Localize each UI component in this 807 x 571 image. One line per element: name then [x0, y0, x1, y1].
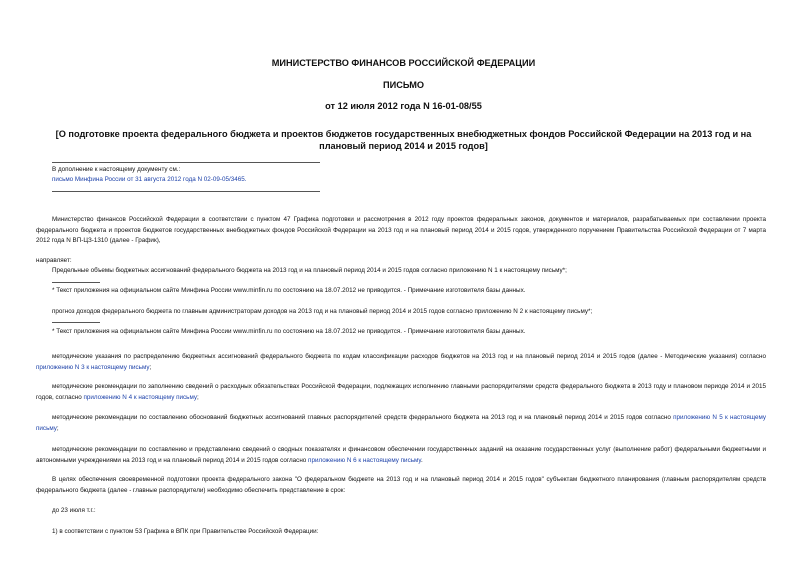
point-1: 1) в соответствии с пунктом 53 Графика в ВПК при Правительстве Российской Федерации: [52, 528, 319, 535]
item-1: Предельные объемы бюджетных ассигнований федерального бюджета на 2013 год и на плановый период 2014 и 2015 годов согласно приложению N 1 к настоящему письму*; [52, 267, 567, 274]
directs-label: направляет: [36, 257, 72, 264]
item-5-link[interactable]: приложению N 5 к настоящему письму [36, 414, 766, 432]
note-link[interactable]: письмо Минфина России от 31 августа 2012 года N 02-09-05/3465. [52, 176, 247, 183]
intro-paragraph: Министерство финансов Российской Федерации в соответствии с пунктом 47 Графика подготовки и рассмотрения в 2012 году проектов федеральных законов, документов и материалов, разрабатываемых при составлении проекта федерального бюджета и проектов бюджетов государственных внебюджетных фондов Российской Федерации на 2013 год и на плановый период 2014 и 2015 годов, утвержденного поручением Правительства Российской Федерации от 7 марта 2012 года N ВП-ЦЗ-1310 (далее - График), [36, 216, 766, 244]
item-5 [36, 413, 766, 434]
document-subject: [О подготовке проекта федерального бюджета и проектов бюджетов государственных внебюджетных фондов Российской Федерации на 2013 год и на плановый период 2014 и 2015 годов] [55, 129, 752, 151]
note-intro: В дополнение к настоящему документу см.: [52, 166, 181, 173]
ministry-heading: МИНИСТЕРСТВО ФИНАНСОВ РОССИЙСКОЙ ФЕДЕРАЦИИ [271, 58, 536, 68]
item-5-text: методические рекомендации по составлению обоснований бюджетных ассигнований главных распорядителей средств федерального бюджета на 2013 год и на плановый период 2014 и 2015 годов согласно [52, 414, 674, 421]
doc-type-heading: ПИСЬМО [382, 80, 425, 90]
item-3 [36, 352, 766, 373]
footnote-1-divider [52, 282, 100, 283]
item-5-end: ; [56, 424, 59, 432]
footnote-2-divider [52, 322, 100, 323]
item-4-end: ; [197, 393, 199, 401]
item-4-text: методические рекомендации по заполнению сведений о расходных обязательствах Российской Федерации, подлежащих исполнению главными распорядителями средств федерального бюджета в 2013 году и плановом периоде 2014 и 2015 годов, согласно [36, 383, 766, 401]
item-6-end: . [420, 456, 423, 464]
item-6-link[interactable]: приложению N 6 к настоящему письму [308, 456, 421, 464]
item-6-text: методические рекомендации по составлению и представлению сведений о сводных показателях и финансовом обеспечении государственных заданий на оказание государственных услуг (выполнение работ) федеральными бюджетными и автономными учреждениями на 2013 год и на плановый период 2014 и 2015 годов согласно [36, 446, 766, 464]
purpose-paragraph: В целях обеспечения своевременной подготовки проекта федерального закона "О федеральном бюджете на 2013 год и на плановый период 2014 и 2015 годов" субъектам бюджетного планирования (главным распорядителям средств федерального бюджета (далее - главные распорядители) необходимо обеспечить представление в срок: [36, 476, 766, 494]
item-4 [36, 382, 766, 403]
footnote-1: * Текст приложения на официальном сайте Минфина России www.minfin.ru по состоянию на 18.07.2012 не приводится. - Примечание изготовителя базы данных. [52, 287, 526, 294]
deadline-label: до 23 июля т.г.: [52, 507, 96, 514]
date-number-heading: от 12 июля 2012 года N 16-01-08/55 [325, 101, 482, 111]
item-3-text: методические указания по распределению бюджетных ассигнований федерального бюджета по кодам классификации расходов бюджетов на 2013 год и на плановый период 2014 и 2015 годов (далее - Методические указания) согласно [52, 353, 766, 360]
item-2: прогноз доходов федерального бюджета по главным администраторам доходов на 2013 год и на плановый период 2014 и 2015 годов согласно приложению N 2 к настоящему письму*; [52, 308, 593, 315]
note-bottom-divider [52, 191, 320, 192]
note-top-divider [52, 162, 320, 163]
footnote-2: * Текст приложения на официальном сайте Минфина России www.minfin.ru по состоянию на 18.07.2012 не приводится. - Примечание изготовителя базы данных. [52, 328, 526, 335]
item-6 [36, 445, 766, 466]
item-3-link[interactable]: приложению N 3 к настоящему письму [36, 363, 150, 371]
item-3-end: ; [149, 363, 152, 371]
item-4-link[interactable]: приложению N 4 к настоящему письму [83, 393, 197, 401]
